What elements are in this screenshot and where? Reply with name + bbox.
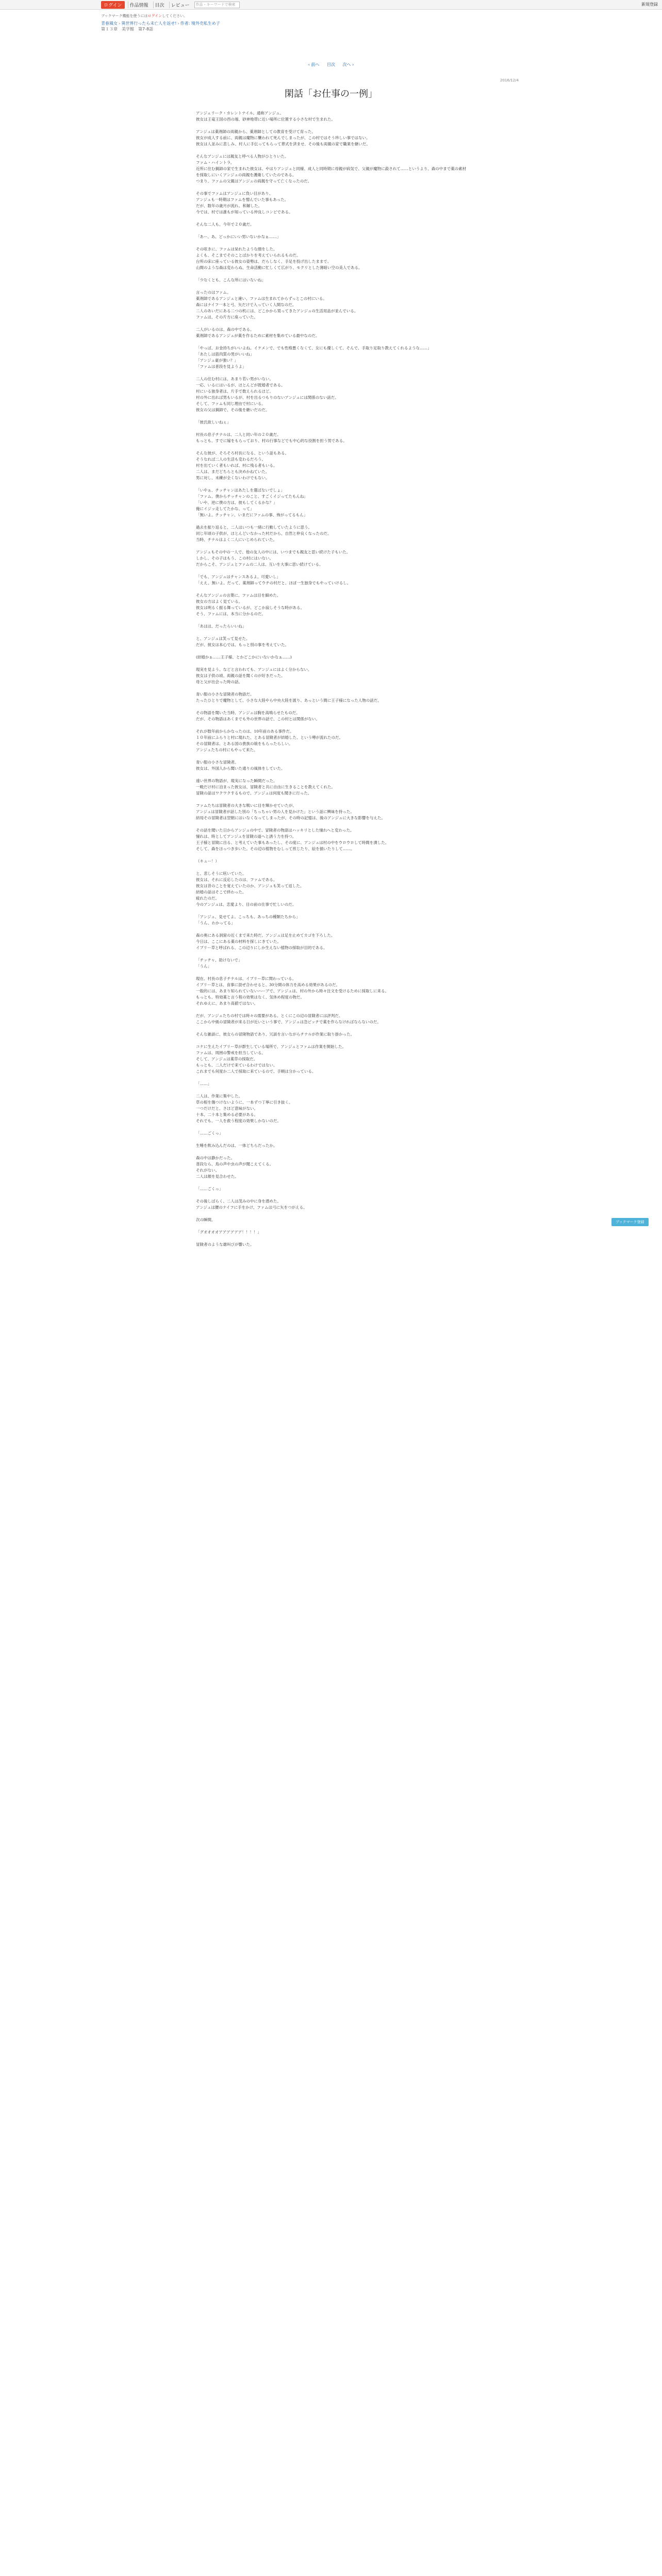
- body-paragraph: 二人は、作業に集中した。 草の根を傷つけないように、一本ずつ丁寧に引き抜く。 一つだけだと、さほど意味がない。 十本、二十本と集める必要がある。 それでも、一人を救う程度の効果しかないのだ。: [196, 1094, 293, 1123]
- body-paragraph: その事でファムはアンジュに負い目があり、 アンジュも一時期はファムを憎んでいた事もあった。 だが、数年の歳月が流れ、和解した。 今では、村では誰もが知っている仲良しコンビである。: [196, 191, 293, 214]
- body-paragraph: そんなアンジュには親友と呼べる人物がひとりいた。 ファム・ハイントラ。 近所に住む猟師の家で生まれた彼女は、やはりアンジュと同様、成人と同時期に母親が病気で、父親が魔物に殺されて……というより、森の中まで薬の素材を採取しにいくアンジュの両親を護衛していたのである。 つまり、ファムの父親はアンジュの両親を守って亡くなったのだ。: [196, 154, 467, 183]
- body-paragraph: 「でも、アンジュはチャンスあるよ。可愛いし」 「ええ、無いよ。だって、薬剤師ってウチの村だと、ほぼ一生独身でもやっていけるし。: [196, 574, 351, 585]
- body-paragraph: その後しばらく、二人は茂みの中に身を潜めた。 アンジュは腰のナイフに手をかけ、ファムは弓に矢をつがえる。: [196, 1199, 307, 1210]
- search-input[interactable]: 作品・キーワードで検索: [194, 2, 240, 8]
- body-paragraph: 「少なくとも、こんな所にはいないね」: [196, 278, 266, 282]
- breadcrumb-work[interactable]: 異世界行ったら未亡人を返せ!: [121, 21, 177, 26]
- body-paragraph: そんな彼が、そろそろ村長になる、という話もある。 そうなれば二人の生活も変わるだろう。 村を出ていく者もいれば、村に残る者もいる。 二人は、まだどちらとも決めかねていた。 男に対し、未練が全くないわけでもない。: [196, 451, 289, 480]
- body-paragraph: 森の奥にある洞窟の近くまで来た時だ。アンジュは足を止めてカゴを下ろした。 今日は、ここにある薬の材料を探しにきていた。 イブリー草と呼ばれる、この辺りにしか生えない植物の採取が目的である。: [196, 933, 335, 950]
- chapter-title: 閑話「お仕事の一例」: [285, 89, 377, 99]
- body-paragraph: 冒険者のような雄叫びが響いた。: [196, 1242, 254, 1247]
- body-paragraph: その物語を聞いた当時、アンジュは胸を高鳴らせたものだ。 だが、その物語はあくまでも外の世界の話で、この村とは関係がない。: [196, 710, 320, 721]
- breadcrumb-genre[interactable]: 青春風女: [101, 21, 118, 26]
- body-paragraph: 二人がいるのは、森の中である。 薬剤師であるアンジュが薬を作るために素材を集めている最中なのだ。: [196, 327, 320, 338]
- prev-link[interactable]: ‹ 前へ: [308, 62, 320, 67]
- body-paragraph: アンジュもその中の一人で、他の友人の中には、いつまでも親友と思い続けた子もいた。 しかし、その子はもう、この村にはいない。 だからこそ、アンジュとファムの二人は、互いを大事に思い続けている。: [196, 550, 351, 567]
- body-paragraph: 青い服の小さな冒険者の物語だ。 たったひとりで魔物として、小さな大陸やら中央大陸を渡り、あっという間に王子様になった人物の話だ。: [196, 692, 382, 703]
- body-paragraph: 「チッチャ、助けないで」 「うん」: [196, 958, 242, 969]
- body-paragraph: アンジェリーク・カレントナイル。通称アンジュ。 彼女は王竜王国の西の端、砂神地帯に近い場所に位置する小さな村で生まれた。: [196, 111, 335, 122]
- body-paragraph: そんなアンジュの言葉に、ファムは目を細めた。 彼女の方はよく見ている。 彼女は明るく振る舞っているが、どこか寂しそうな時がある。 そう、ファムには、本当に分かるのだ。: [196, 593, 304, 616]
- body-paragraph: 生唾を飲み込んだのは、一体どちらだったか。: [196, 1143, 277, 1148]
- body-paragraph: （キュー！）: [196, 859, 219, 863]
- body-paragraph: だが、アンジュたちの村では時々の需要がある。とくにこの辺の冒険者には評判だ。 ここから中級の冒険者が来る日が近いという事で、アンジュは急ピッチで薬を作らなければならないのだ。: [196, 1013, 381, 1024]
- chapter-body: [196, 110, 469, 1254]
- body-paragraph: 森の中は静かだった。 普段なら、鳥の声や虫の声が聞こえてくる。 それがない。 二人は顔を見合わせた。: [196, 1156, 273, 1179]
- body-paragraph: 「彼氏欲しいねぇ」: [196, 420, 231, 425]
- body-paragraph: 「やっぱ、お金持ちがいいよね。イケメンで、でも性格悪くなくて、女にも優しくて、そんで、手取り足取り教えてくれるような……」 「あたしは筋肉質の男がいいね」 「アンジュ豪が強い？」 「ファムは普段を見ようよ」: [196, 346, 432, 369]
- breadcrumb: [101, 21, 220, 32]
- body-paragraph: 「いやぁ、チッチャンはあたしを選ばないでしょ」 「ファム、僕からチッチャンのこと、すごくイジってたもんね」 「いや、逆に僕の方は、彼もしてくるかな？」 俺にイジッ走してたかな、って」 「無いよ。チッチャン、いまだにファムの事、怖がってるもん」: [196, 488, 308, 517]
- body-paragraph: 「……ごくっ」: [196, 1187, 223, 1191]
- body-paragraph: 現実を見よう。などと言われても、アンジュにはよく分からない。 彼女は子供の頃、両親の話を聞くのが好きだった。 母と父が出会った時の話。: [196, 667, 312, 684]
- body-paragraph: 「グオオオオアアアアアア！！！！」: [196, 1230, 261, 1234]
- body-paragraph: ファムたちは冒険者の大きな戦いに目を輝かせていたが、 アンジュは冒険者が話した別の「ちっちゃい男の人を見かけた」という話に興味を持った。 結局その冒険者は翌朝にはいなくなってしまったが、その時の記憶は、後のアンジュに大きな影響を与えた。: [196, 803, 385, 820]
- body-paragraph: と、悲しそうに呟いていた。 彼女は、それに反応したのは、ファムである。 彼女は昔のことを覚えていたのか、アンジュも笑って返した。 結婚の話はそこで終わった。 疲れたのだ。 今のアンジュは、恋愛より、目の前の仕事で忙しいのだ。: [196, 871, 304, 907]
- body-paragraph: 「あはは、だったらいいね」: [196, 624, 246, 629]
- body-paragraph: 「あー、あ。どっかにいい男いないかなぁ……」: [196, 234, 281, 239]
- body-paragraph: 遠い世界の物語が、現実になった瞬間だった。 一晩だけ村に泊まった彼女は、冒険者と共に自由に生きることを教えてくれた。 冒険の話はワクワクするもので、アンジュは何度も聞きに行った。: [196, 778, 335, 795]
- breadcrumb-line-1: [101, 21, 220, 26]
- body-paragraph: その話を聞いた日からアンジュの中で、冒険者の物語はハッキリとした憧れへと変わった。 憧れは、時としてアンジュを冒険の道へと誘う力を持つ。 王子様と冒険に出る、と考えていた事もあったし、その度に、アンジュは村の中をウロウロして時間を潰した。 そして、森をほっつき歩いた。その辺の植物をむしって煎じたり、絵を描いたりして……。: [196, 828, 389, 851]
- body-paragraph: 青い服の小さな冒険者。 彼女は、外国人から聞いた通りの風体をしていた。: [196, 760, 285, 771]
- body-paragraph: そんな雑談に、彼女らの冒険物語であり、冗談を言いながらチナルが作業に取り掛かった。: [196, 1032, 355, 1037]
- login-button[interactable]: ログイン: [101, 1, 125, 9]
- bookmark-login-link[interactable]: ログイン: [147, 14, 162, 18]
- breadcrumb-separator: ›: [119, 21, 121, 26]
- bookmark-notice: [101, 13, 187, 19]
- nav-link-work-info[interactable]: 作品情報: [128, 2, 150, 8]
- body-paragraph: アンジュは薬剤師の両親から、薬剤師としての教育を受けて育った。 彼女が成人する前に、両親は魔物に襲われて死んでしまったが、この村ではそう珍しい事ではない。 彼女は人並みに悲しみ、村人に手伝ってもらって葬式を済ませ、その後も両親の家で職業を継いだ。: [196, 129, 370, 146]
- nav-link-toc[interactable]: 目次: [153, 2, 166, 8]
- breadcrumb-author[interactable]: 作者: 境外売私生め子: [180, 21, 220, 26]
- pager-top: [0, 62, 662, 67]
- bookmark-notice-pre: ブックマーク機能を使うには: [101, 14, 148, 18]
- breadcrumb-separator: ›: [177, 21, 179, 26]
- body-paragraph: 言ったのはファム。 薬剤師であるアンジュと違い、ファムは生まれてからずっとこの村にいる。 森にはナイフ一本と弓、矢だけで入っていく人間なのだ。 二人のあいだにある二つの机には、どこかから買ってきたアンジュの生活用品が並んでいる。 ファムは、その片方に座っていた。: [196, 290, 358, 319]
- nav-link-review[interactable]: レビュー: [169, 2, 191, 8]
- body-paragraph: その呟きに、ファムは呆れたような顔をした。 よくも、そこまでそのことばかりを考えていられるものだ。 台所の床に座っている彼女の姿勢は、だらしなく、手足を投げ出したままで、 山間のような森は変わらぬ、生命活動に忙しくて広がり、モクリとした薄暗い空の美人である。: [196, 247, 362, 270]
- body-paragraph: 「……ごくっ」: [196, 1131, 223, 1136]
- body-paragraph: (結婚かぁ……王子様、とかどこかにいないかなぁ……): [196, 655, 292, 659]
- body-paragraph: 村長の息子チナルは、二人と同い年の２０歳だ。 もっとも、すでに嫁をもらっており、村の行事などでも中心的な役割を担う男である。: [196, 432, 347, 443]
- body-paragraph: 過去を振り返ると、二人はいつも一緒に行動していたように思う。 同じ年頃の子供が、ほとんどいなかった村だから、自然と仲良くなったのだ。 当時、チナルはよく二人にいじめられていた。: [196, 525, 332, 542]
- breadcrumb-chapter: 第１３章 美学館 第7-8話: [101, 27, 154, 31]
- top-navbar-inner: [101, 1, 240, 9]
- body-paragraph: 「アンジュ、見せてよ。こっちも、あっちの種類たちから」 「うん、わかってる」: [196, 914, 300, 925]
- bookmark-side-button[interactable]: ブックマーク登録: [611, 1218, 649, 1226]
- body-paragraph: と、アンジュは笑って見せた。 だが、彼女は本心では、もっと別の事を考えていた。: [196, 636, 289, 647]
- body-paragraph: 現在、村長の息子チナルは、イブリー草に関わっている。 イブリー草とは、食事に混ぜ合わせると、30分間の体力を高める効果があるのだ。 一般的には、あまり知られていないハーブで、アンジュは、村の外から時々注文を受けるために採取しに来る。 もっとも、特効薬と言う程の効果はなく、気休め程度の物だ。 それゆえに、あまり高値ではない。: [196, 976, 389, 1006]
- register-link[interactable]: 新規登録: [641, 2, 658, 7]
- body-paragraph: 二人の住む村には、あまり若い男がいない。 一応、いるにはいるが、ほとんどが既婚者である。 村にいる独身者は、片手で数えられるほど。 村の外に出れば男もいるが、村を出るつもりのないアンジュには関係のない話だ。 そして、ファムも同じ理由で村にいる。 彼女の父は猟師で、その後を継いだのだ。: [196, 377, 339, 412]
- top-navbar: [0, 0, 662, 10]
- next-link[interactable]: 次へ ›: [342, 62, 354, 67]
- post-date: 2016/12/4: [500, 78, 519, 82]
- body-paragraph: そんな二人も、今年で２０歳だ。: [196, 222, 254, 227]
- toc-link[interactable]: 目次: [327, 62, 335, 67]
- body-paragraph: コケに生えたイブリー草が群生している場所で、アンジュとファムは作業を開始した。 ファムは、周囲の警戒を担当している。 そして、アンジュは薬草の採取だ。 もっとも、二人だけで来ているわけではない。 これまでも何度か二人で採取に来ているので、手順は分かっている。: [196, 1044, 346, 1074]
- bookmark-notice-post: してください。: [162, 14, 188, 18]
- body-paragraph: それが数年前からかなったのは、10年前のある事件だ。 １０年前にふらりと村に現れた、とある冒険者が結婚した、という噂が流れたのだ。 その冒険者は、とある国の貴族の娘をもらったらしい。 アンジュたちの村にもやって来た。: [196, 729, 343, 752]
- body-paragraph: 「……」: [196, 1081, 211, 1086]
- body-paragraph: 次の瞬間。: [196, 1217, 216, 1222]
